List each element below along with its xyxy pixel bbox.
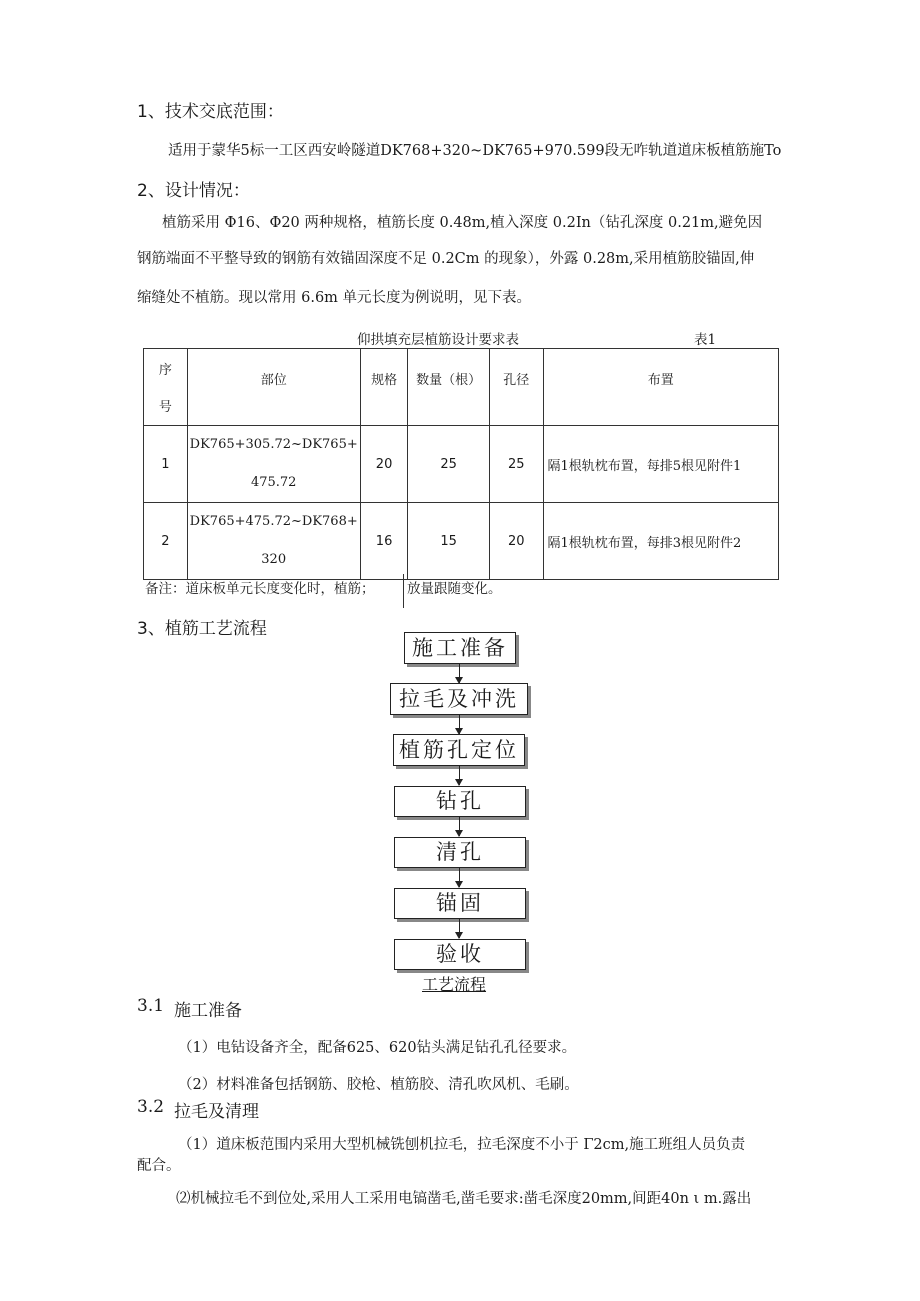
- section-3-1-item-2: （2）材料准备包括钢筋、胶枪、植筋胶、清孔吹风机、毛刷。: [178, 1077, 579, 1093]
- section-2-line-3: 缩缝处不植筋。现以常用 6.6m 单元长度为例说明，见下表。: [137, 290, 532, 306]
- row-1-location: [187, 426, 360, 503]
- row-1-seq: 1: [144, 426, 188, 503]
- flow-step-accept: 验收: [394, 939, 526, 970]
- row-2-location: [187, 503, 360, 580]
- section-3-2-item-2: ⑵机械拉毛不到位处,采用人工采用电镐凿毛,凿毛要求:凿毛深度20mm,间距40n ι m.露出: [176, 1191, 752, 1207]
- section-3-heading: 3、植筋工艺流程: [137, 619, 267, 639]
- table-header-row: [144, 349, 779, 426]
- section-2-heading: 2、设计情况：: [137, 181, 250, 201]
- flow-arrow-icon: [459, 867, 460, 887]
- flow-step-anchor: 锚固: [394, 888, 526, 919]
- row-2-hole: 20: [489, 503, 543, 580]
- row-2-spec: 16: [360, 503, 408, 580]
- header-seq-b: 号: [158, 400, 172, 415]
- flow-arrow-icon: [459, 816, 460, 836]
- row-1-location-a: DK765+305.72~DK765+: [189, 437, 358, 452]
- section-3-2-num: 3.2: [137, 1097, 165, 1117]
- flow-arrow-icon: [459, 918, 460, 938]
- table-title: 仰拱填充层植筋设计要求表: [357, 332, 519, 348]
- flow-step-locate: 植筋孔定位: [393, 734, 525, 766]
- flow-step-drill: 钻孔: [394, 786, 526, 817]
- header-seq-a: 序: [158, 363, 172, 378]
- table-note-a: 备注：道床板单元长度变化时，植筋；: [145, 581, 375, 597]
- row-2-location-a: DK765+475.72~DK768+: [189, 514, 358, 529]
- flow-arrow-icon: [459, 714, 460, 734]
- section-1-body: 适用于蒙华5标一工区西安岭隧道DK768+320~DK765+970.599段无咋轨道道床板植筋施To: [168, 143, 782, 159]
- row-1-qty: 25: [408, 426, 490, 503]
- flow-arrow-icon: [459, 663, 460, 683]
- row-1-spec: 20: [360, 426, 408, 503]
- section-3-2-item-1b: 配合。: [137, 1158, 181, 1174]
- flow-caption: 工艺流程: [422, 975, 487, 994]
- section-3-1-item-1: （1）电钻设备齐全，配备625、620钻头满足钻孔孔径要求。: [178, 1040, 577, 1056]
- row-2-qty: 15: [408, 503, 490, 580]
- note-divider: [403, 574, 404, 608]
- section-3-2-item-1a: （1）道床板范围内采用大型机械铣刨机拉毛，拉毛深度不小于 Γ2cm,施工班组人员负责: [178, 1137, 746, 1153]
- flow-arrow-icon: [459, 765, 460, 785]
- section-2-line-2: 钢筋端面不平整导致的钢筋有效锚固深度不足 0.2Cm 的现象），外露 0.28m,采用植筋胶锚固,伸: [137, 251, 755, 267]
- section-3-2-title: 拉毛及清理: [174, 1102, 259, 1122]
- header-spec: 规格: [360, 349, 408, 426]
- flow-step-roughen: 拉毛及冲洗: [390, 683, 528, 715]
- table-row: [144, 426, 779, 503]
- header-seq: [144, 349, 188, 426]
- section-3-1-num: 3.1: [137, 996, 165, 1016]
- row-2-seq: 2: [144, 503, 188, 580]
- row-2-location-b: 320: [261, 552, 287, 567]
- header-qty: 数量（根）: [408, 349, 490, 426]
- flow-step-prepare: 施工准备: [404, 632, 516, 664]
- header-location: 部位: [187, 349, 360, 426]
- row-1-location-b: 475.72: [250, 475, 297, 490]
- row-2-layout: 隔1根轨枕布置，每排3根见附件2: [543, 503, 778, 580]
- flow-step-clean: 清孔: [394, 837, 526, 868]
- table-number: 表1: [694, 332, 717, 348]
- row-1-layout: 隔1根轨枕布置，每排5根见附件1: [543, 426, 778, 503]
- row-1-hole: 25: [489, 426, 543, 503]
- header-hole: 孔径: [489, 349, 543, 426]
- section-2-line-1: 植筋采用 Φ16、Φ20 两种规格，植筋长度 0.48m,植入深度 0.2In（钻孔深度 0.21m,避免因: [162, 215, 763, 231]
- header-layout: 布置: [543, 349, 778, 426]
- table-row: [144, 503, 779, 580]
- design-requirements-table: [143, 348, 779, 580]
- section-1-heading: 1、技术交底范围：: [137, 102, 284, 122]
- table-note-b: 放量跟随变化。: [407, 581, 502, 597]
- section-3-1-title: 施工准备: [174, 1001, 242, 1021]
